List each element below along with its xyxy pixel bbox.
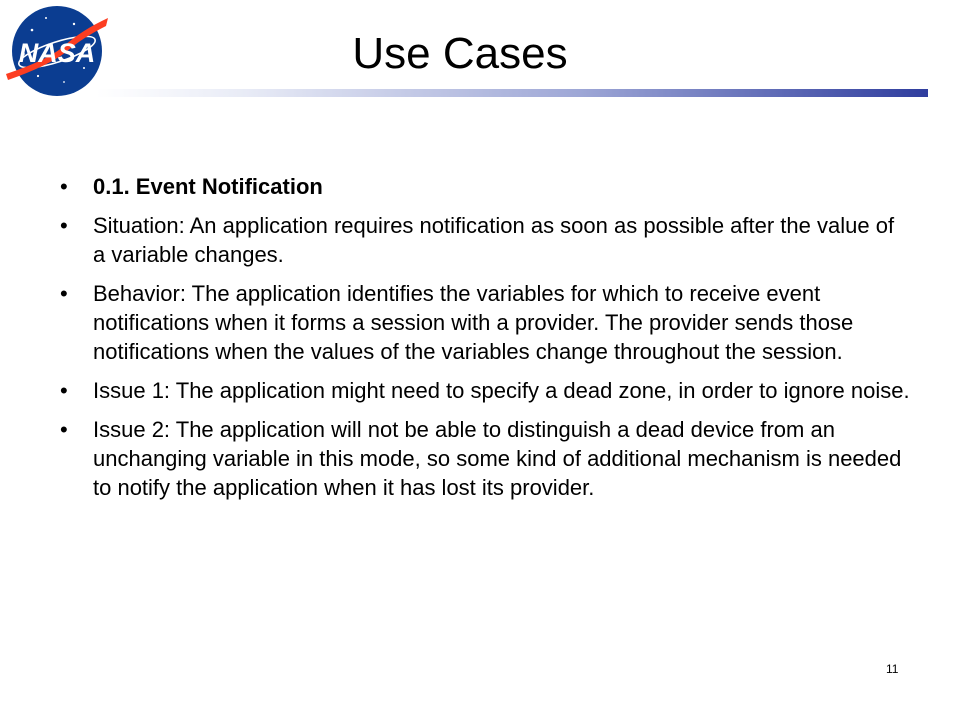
bullet-list xyxy=(60,172,910,512)
bullet-icon: • xyxy=(60,378,68,403)
bullet-icon: • xyxy=(60,213,68,238)
bullet-item xyxy=(60,376,910,405)
bullet-icon: • xyxy=(60,417,68,442)
bullet-item xyxy=(60,172,910,201)
bullet-item xyxy=(60,279,910,366)
slide-number: 11 xyxy=(886,662,899,676)
bullet-text: Situation: An application requires notification as soon as possible after the value of a variable changes. xyxy=(93,213,895,267)
slide-title: Use Cases xyxy=(352,29,568,78)
svg-text:NASA: NASA xyxy=(18,38,96,68)
bullet-icon: • xyxy=(60,281,68,306)
bullet-text: Behavior: The application identifies the variables for which to receive event notifications when it forms a session with a provider. The provider sends those notifications when the values of the variables change throughout the session. xyxy=(93,281,854,364)
bullet-item xyxy=(60,211,910,269)
bullet-text: Issue 2: The application will not be able to distinguish a dead device from an unchanging variable in this mode, so some kind of additional mechanism is needed to notify the application when it has lost its provider. xyxy=(93,417,902,500)
bullet-item xyxy=(60,415,910,502)
bullet-text: 0.1. Event Notification xyxy=(93,174,323,199)
title-underline-rule xyxy=(96,89,928,97)
bullet-icon: • xyxy=(60,174,68,199)
bullet-text: Issue 1: The application might need to specify a dead zone, in order to ignore noise. xyxy=(93,378,910,403)
